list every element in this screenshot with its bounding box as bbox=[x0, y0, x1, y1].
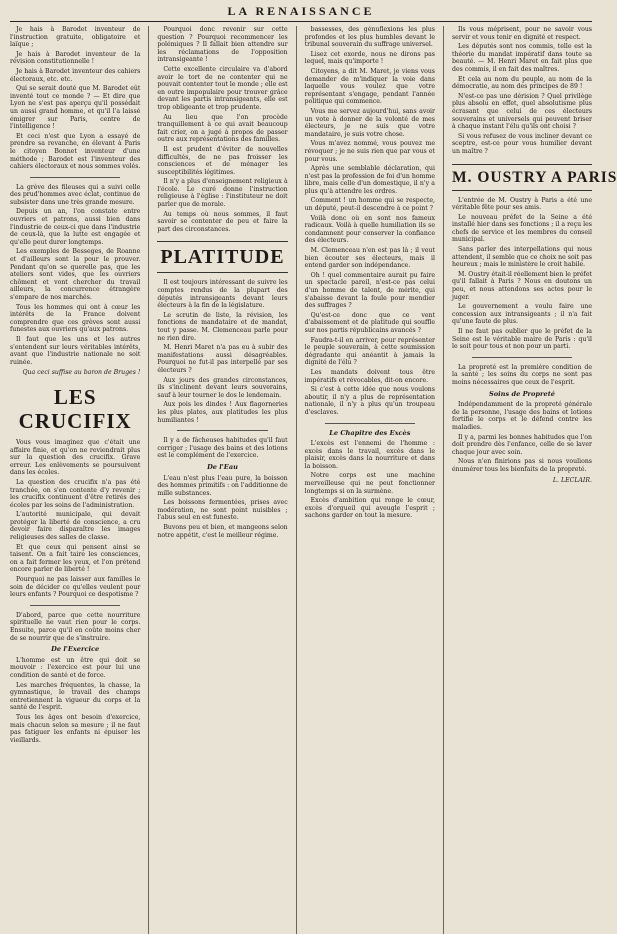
paragraph: Buvons peu et bien, et mangeons selon notre appétit, c'est le meilleur régime. bbox=[157, 524, 288, 539]
paragraph: Si vous refusez de vous incliner devant ce sceptre, est-ce pour vous humilier devant un maître ? bbox=[451, 132, 592, 155]
paragraph: Vous m'avez nommé, vous pouvez me révoquer ; je ne suis rien que par vous et pour vous. bbox=[304, 140, 435, 163]
paragraph: Les boissons fermentées, prises avec modération, ne sont point nuisibles ; l'abus seul en est funeste. bbox=[157, 499, 288, 522]
paragraph: Je hais à Barodet inventeur de la révision constitutionnelle ! bbox=[10, 50, 141, 66]
divider bbox=[325, 423, 415, 424]
paragraph: Qu'est-ce donc que ce vent d'abaissement et de platitude qui souffle sur nos partis républicains avancés ? bbox=[304, 311, 435, 334]
paragraph: Au temps où nous sommes, il faut savoir se contenter de peu et faire la part des circonstances. bbox=[157, 210, 288, 233]
paragraph: M. Oustry était-il réellement bien le préfet qu'il fallait à Paris ? Nous en doutons un peu, et nous attendons ses actes pour le juger. bbox=[451, 270, 592, 301]
paragraph: Lisez cet exorde, nous ne dirons pas lequel, mais qu'importe ! bbox=[304, 50, 435, 66]
paragraph: Si c'est à cette idée que nous voulons aboutir, il n'y a plus de représentation nationale, il n'y a plus qu'un troupeau d'esclaves. bbox=[304, 386, 435, 416]
column-rule bbox=[148, 26, 149, 934]
paragraph: La grève des fileuses qui a suivi celle des prud'hommes avec éclat, continue de subsister dans une très grande mesure. bbox=[10, 183, 141, 206]
paragraph: D'abord, parce que cette nourriture spirituelle ne vaut rien pour le corps. Ensuite, parce qu'il en coûte moins cher de se nourrir que de s'instruire. bbox=[10, 611, 141, 642]
headline-platitude: PLATITUDE bbox=[157, 241, 287, 273]
paragraph: Nous n'en finirions pas si nous voulions énumérer tous les bienfaits de la propreté. bbox=[451, 458, 592, 473]
paragraph: Le nouveau préfet de la Seine a été installé hier dans ses fonctions ; il a reçu les chefs de service et les membres du conseil municipal. bbox=[451, 213, 592, 244]
paragraph: Tous les âges ont besoin d'exercice, mais chacun selon sa mesure ; il ne faut pas fatiguer les enfants ni épuiser les vieillards. bbox=[10, 713, 141, 744]
column-1 bbox=[10, 26, 140, 934]
paragraph: Notre corps est une machine merveilleuse qui ne peut fonctionner longtemps si on la surmène. bbox=[304, 472, 435, 495]
paragraph: Qui se serait douté que M. Barodet eût inventé tout ce monde ? — Et dire que Lyon ne s'est pas aperçu qu'il possédait un aussi grand homme, et qu'il l'a laissé émigrer sur Paris, centre de l'intelligence ! bbox=[10, 85, 141, 131]
paragraph: Qua ceci suffise au baron de Bruges ! bbox=[22, 369, 141, 377]
newspaper-title: LA RENAISSANCE bbox=[227, 4, 375, 18]
paragraph: Excès d'ambition qui ronge le cœur, excès d'orgueil qui aveugle l'esprit ; sachons garder en tout la mesure. bbox=[304, 497, 435, 520]
paragraph: Voilà donc où en sont nos fameux radicaux. Voilà à quelle humiliation ils se condamnent pour conserver la confiance des électeurs. bbox=[304, 214, 435, 245]
column-4 bbox=[451, 26, 617, 934]
paragraph: L'excès est l'ennemi de l'homme : excès dans le travail, excès dans le plaisir, excès dans la nourriture et dans la boisson. bbox=[304, 440, 435, 470]
column-3 bbox=[305, 26, 435, 934]
paragraph: Indépendamment de la propreté générale de la personne, l'usage des bains et lotions fortifie le corps et le défend contre les maladies. bbox=[451, 401, 592, 431]
subheading-exercice: De l'Exercice bbox=[51, 645, 100, 654]
paragraph: Les mandats doivent tous être impératifs et révocables, dit-on encore. bbox=[304, 368, 435, 384]
paragraph: Il y a, parmi les bonnes habitudes que l'on doit prendre dès l'enfance, celle de se laver chaque jour avec soin. bbox=[451, 433, 592, 456]
paragraph: Ils vous méprisent, pour ne savoir vous servir et vous tenir en dignité et respect. bbox=[451, 26, 592, 41]
paragraph: Je hais à Barodet inventeur des cahiers électoraux, etc. etc. bbox=[10, 67, 141, 83]
paragraph: Au lieu que l'on procède tranquillement à ce qui avait beaucoup fait crier, on a jugé à propos de passer outre aux représentations des familles. bbox=[157, 113, 288, 144]
divider bbox=[30, 177, 120, 178]
paragraph: Il est toujours intéressant de suivre les comptes rendus de la plupart des députés intransigeants devant leurs électeurs à la fin de la législature. bbox=[157, 279, 288, 310]
column-rule bbox=[296, 26, 297, 934]
paragraph: Vous me servez aujourd'hui, sans avoir un vote à donner de la volonté de mes électeurs, je ne suis que votre mandataire, je suis votre chose. bbox=[304, 107, 435, 138]
paragraph: Aux pois les dindes ! Aux flagorneries les plus plates, aux platitudes les plus humiliantes ! bbox=[157, 401, 288, 424]
column-2 bbox=[157, 26, 287, 934]
paragraph: bassesses, des génuflexions les plus profondes et les plus humbles devant le tribunal souverain du suffrage universel. bbox=[304, 26, 435, 49]
paragraph: Il n'y a plus d'enseignement religieux à l'école. Le curé donne l'instruction religieuse à l'église : l'instituteur ne doit parler que de morale. bbox=[157, 178, 288, 209]
paragraph: Faudra-t-il en arriver, pour représenter le peuple souverain, à cette soumission dégradante qui anéantit à jamais la dignité de l'élu ? bbox=[304, 336, 435, 367]
paragraph: Et que ceux qui pensent ainsi se taisent. On a fait taire les consciences, on a fait fermer les yeux, et l'on prétend encore parler de liberté ! bbox=[10, 543, 141, 574]
paragraph: Il ne faut pas oublier que le préfet de la Seine est le véritable maire de Paris : qu'il le soit pour tous et non pour un parti. bbox=[451, 328, 592, 351]
column-rule bbox=[443, 26, 444, 934]
divider bbox=[30, 605, 120, 606]
paragraph: Citoyens, a dit M. Maret, je viens vous demander de m'indiquer la voie dans laquelle vous voulez que votre représentant s'engage, pendant l'année politique qui commence. bbox=[304, 67, 435, 106]
paragraph: Le scrutin de liste, la révision, les fonctions de mandataire et de mandat, tout y passe. M. Clemenceau parle pour ne rien dire. bbox=[157, 311, 288, 342]
paragraph: Depuis un an, l'on constate entre ouvriers et patrons, aussi bien dans l'industrie de ceux-ci que dans l'industrie de ceux-là, que la lutte est engagée et qu'elle peut durer longtemps. bbox=[10, 208, 141, 246]
paragraph: Tous les hommes qui ont à cœur les intérêts de la France doivent comprendre que ces grèves sont aussi funestes aux ouvriers qu'aux patrons. bbox=[10, 303, 141, 334]
paragraph: M. Clemenceau n'en est pas là ; il veut bien écouter ses électeurs, mais il entend garder son indépendance. bbox=[304, 247, 435, 270]
paragraph: Le gouvernement a voulu faire une concession aux intransigeants ; il n'a fait qu'une faute de plus. bbox=[451, 303, 592, 326]
paragraph: Vous vous imaginez que c'était une affaire finie, et qu'on ne reviendrait plus sur la question des crucifix. Grave erreur. Les enlèvements se poursuivent dans les écoles. bbox=[10, 438, 141, 477]
paragraph: Sans parler des interpellations qui nous attendent, il semble que ce choix ne soit pas heureux ; mais le ministère le croit habile. bbox=[451, 246, 592, 269]
paragraph: M. Henri Maret n'a pas eu à subir des manifestations aussi désagréables. Pourquoi ne fut-il pas interpellé par ses électeurs ? bbox=[157, 344, 288, 374]
paragraph: Comment ! un homme qui se respecte, un député, peut-il descendre à ce point ? bbox=[304, 197, 435, 213]
paragraph: Il y a de fâcheuses habitudes qu'il faut corriger ; l'usage des bains et des lotions est le complément de l'exercice. bbox=[157, 437, 288, 460]
paragraph: La question des crucifix n'a pas été tranchée, on s'en contente d'y revenir ; les crucifix continuent d'être retirés des écoles par les soins de l'administration. bbox=[10, 478, 141, 509]
subheading-proprete: Soins de Propreté bbox=[489, 389, 555, 398]
paragraph: Après une semblable déclaration, qui n'est pas la profession de foi d'un homme libre, mais celle d'un domestique, il n'y a plus qu'à attendre les ordres. bbox=[304, 165, 435, 195]
paragraph: Je hais à Barodet inventeur de l'instruction gratuite, obligatoire et laïque ; bbox=[10, 26, 141, 49]
subheading-exces: Le Chapitre des Excès bbox=[329, 428, 411, 437]
paragraph: N'est-ce pas une dérision ? Quel privilège plus absolu en effet, quel absolutisme plus écrasant que celui de ces électeurs souverains et universels qui peuvent briser à chaque instant l'élu qu'ils ont choisi ? bbox=[451, 92, 592, 131]
paragraph: Et ceci n'est que Lyon a essayé de prendre sa revanche, en élevant à Paris le citoyen Bonnet inventeur d'une méthode ; Barodet est l'inventeur des cahiers électoraux et nous sommes volés. bbox=[10, 132, 141, 171]
headline-oustry: M. OUSTRY A PARIS bbox=[452, 164, 592, 191]
divider bbox=[177, 430, 267, 431]
paragraph: Il est prudent d'éviter de nouvelles difficultés, de ne pas froisser les consciences et de ménager les susceptibilités légitimes. bbox=[157, 145, 288, 176]
paragraph: L'homme est un être qui doit se mouvoir : l'exercice est pour lui une condition de santé et de force. bbox=[10, 656, 141, 679]
article-crucifix bbox=[10, 439, 140, 599]
paragraph: Aux jours des grandes circonstances, ils s'inclinent devant leurs souverains, sauf à leur tourner le dos le lendemain. bbox=[157, 376, 288, 399]
col1-intro bbox=[10, 26, 140, 171]
paragraph: La propreté est la première condition de la santé ; les soins du corps ne sont pas moins nécessaires que ceux de l'esprit. bbox=[451, 363, 592, 386]
paragraph: L'entrée de M. Oustry à Paris a été une véritable fête pour ses amis. bbox=[451, 196, 592, 212]
paragraph: Oh ! quel commentaire aurait pu faire un spectacle pareil, n'est-ce pas celui d'un homme de talent, de mérite, qui s'abaisse devant la foule pour mendier des suffrages ? bbox=[304, 271, 435, 310]
paragraph: Et cela au nom du peuple, au nom de la démocratie, au nom des principes de 89 ! bbox=[451, 75, 592, 91]
col1-greves bbox=[10, 184, 140, 377]
paragraph: Pourquoi ne pas laisser aux familles le soin de décider ce qu'elles veulent pour leurs enfants ? Pourquoi ce despotisme ? bbox=[10, 576, 141, 599]
paragraph: Les députés sont nos commis, telle est la théorie du mandat impératif dans toute sa beauté. — M. Henri Maret en fait plus que des commis, il en fait des maîtres. bbox=[451, 43, 592, 73]
subheading-eau: De l'Eau bbox=[207, 462, 238, 471]
paragraph: Pourquoi donc revenir sur cette question ? Pourquoi recommencer les polémiques ? Il fallait bien attendre sur les réclamations de l'opposition intransigeante ! bbox=[157, 26, 288, 64]
paragraph: Il faut que les uns et les autres s'entendent sur leurs véritables intérêts, avant que l'industrie nationale ne soit ruinée. bbox=[10, 335, 141, 366]
headline-crucifix: LES CRUCIFIX bbox=[18, 384, 132, 433]
masthead bbox=[10, 3, 592, 22]
paragraph: Les marches fréquentes, la chasse, la gymnastique, le travail des champs entretiennent la vigueur du corps et la santé de l'esprit. bbox=[10, 681, 141, 712]
paragraph: L'eau n'est plus l'eau pure, la boisson des hommes primitifs : on l'additionne de mille substances. bbox=[157, 474, 288, 497]
paragraph: L'autorité municipale, qui devait protéger la liberté de conscience, a cru devoir faire disparaître les images religieuses des salles de classe. bbox=[10, 511, 141, 542]
paragraph: Les exemples de Besseges, de Roanne et d'ailleurs sont la pour le prouver. Pendant qu'on se querelle pas, que les ateliers sont vides, que les ouvriers chôment et vont chercher du travail ailleurs, la concurrence étrangère s'empare de nos marchés. bbox=[10, 248, 141, 301]
paragraph: Cette excellente circulaire va d'abord avoir le tort de ne contenter qui ne pouvait contenter tout le monde ; elle est en outre impopulaire pour trouver grâce devant les partis intransigeants, elle est trop obligeante et trop prudente. bbox=[157, 65, 288, 111]
author-signature: L. LECLAIR. bbox=[552, 476, 592, 484]
divider bbox=[472, 357, 572, 358]
columns bbox=[10, 22, 617, 934]
